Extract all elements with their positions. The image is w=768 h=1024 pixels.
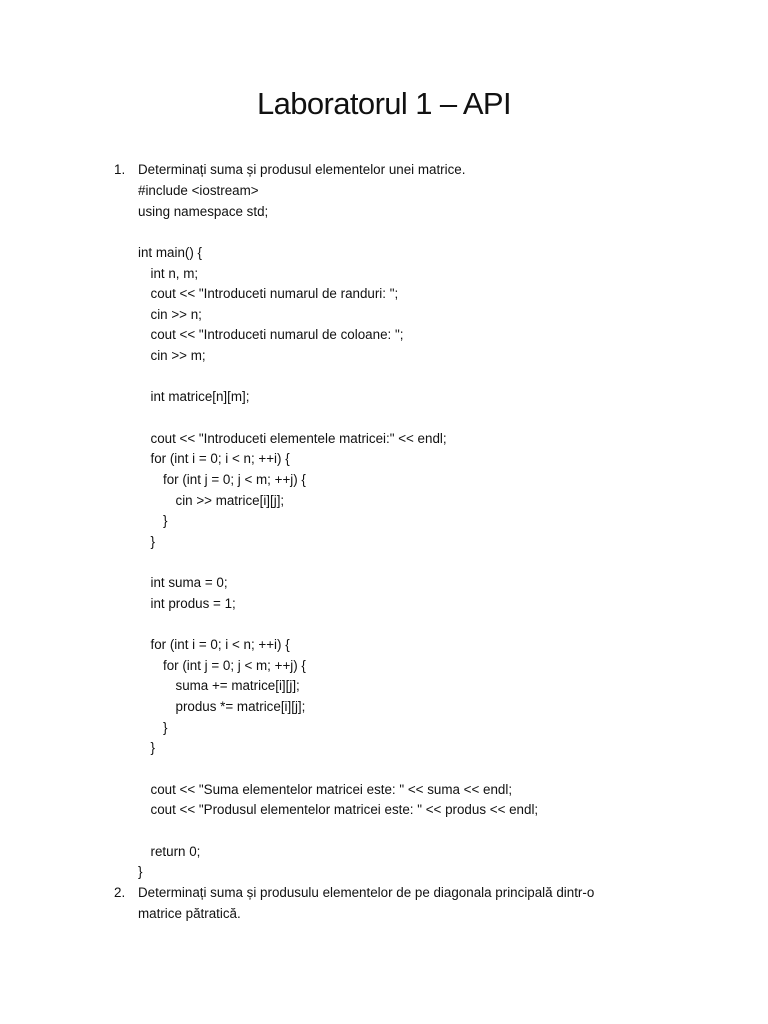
code-line: } xyxy=(163,719,168,735)
page-title: Laboratorul 1 – API xyxy=(256,86,511,121)
code-line: cout << "Produsul elementelor matricei este: " << produs << endl; xyxy=(150,802,539,818)
code-line: using namespace std; xyxy=(138,203,269,219)
list-item-number: 2. xyxy=(114,885,126,900)
code-line: int suma = 0; xyxy=(150,575,228,591)
code-line: } xyxy=(138,864,143,880)
code-line xyxy=(138,408,538,429)
code-line: return 0; xyxy=(150,843,201,859)
code-line: cout << "Introduceti elementele matricei:" << endl; xyxy=(150,430,447,446)
code-line xyxy=(138,759,538,780)
list-item-text: Determinați suma și produsul elementelor unei matrice. xyxy=(138,162,466,177)
code-line xyxy=(138,222,538,243)
code-line: produs *= matrice[i][j]; xyxy=(175,699,306,715)
code-line: for (int j = 0; j < m; ++j) { xyxy=(163,657,306,673)
code-line: int n, m; xyxy=(150,265,199,281)
code-line: cin >> m; xyxy=(150,348,206,364)
code-line: cout << "Introduceti numarul de randuri: "; xyxy=(150,286,399,302)
code-line: } xyxy=(150,533,155,549)
code-line: suma += matrice[i][j]; xyxy=(175,678,300,694)
code-line: cin >> n; xyxy=(150,306,202,322)
code-line xyxy=(138,553,538,574)
list-item-text-continued: matrice pătratică. xyxy=(138,906,241,921)
list-item-number: 1. xyxy=(114,162,126,177)
code-line: cout << "Introduceti numarul de coloane: "; xyxy=(150,327,404,343)
code-line xyxy=(138,614,538,635)
code-line: for (int i = 0; i < n; ++i) { xyxy=(150,451,290,467)
code-line: cout << "Suma elementelor matricei este: " << suma << endl; xyxy=(150,781,513,797)
code-line: int produs = 1; xyxy=(150,595,236,611)
code-block xyxy=(138,181,538,883)
code-line xyxy=(138,367,538,388)
list-item-text: Determinați suma și produsulu elementelor de pe diagonala principală dintr-o xyxy=(138,885,595,900)
code-line: } xyxy=(163,513,168,529)
code-line: #include <iostream> xyxy=(138,183,259,198)
code-line: int main() { xyxy=(138,244,202,260)
code-line: for (int j = 0; j < m; ++j) { xyxy=(163,471,306,487)
code-line xyxy=(138,821,538,842)
code-line: } xyxy=(150,740,155,756)
code-line: cin >> matrice[i][j]; xyxy=(175,492,285,508)
code-line: for (int i = 0; i < n; ++i) { xyxy=(150,637,290,653)
code-line: int matrice[n][m]; xyxy=(150,389,250,405)
